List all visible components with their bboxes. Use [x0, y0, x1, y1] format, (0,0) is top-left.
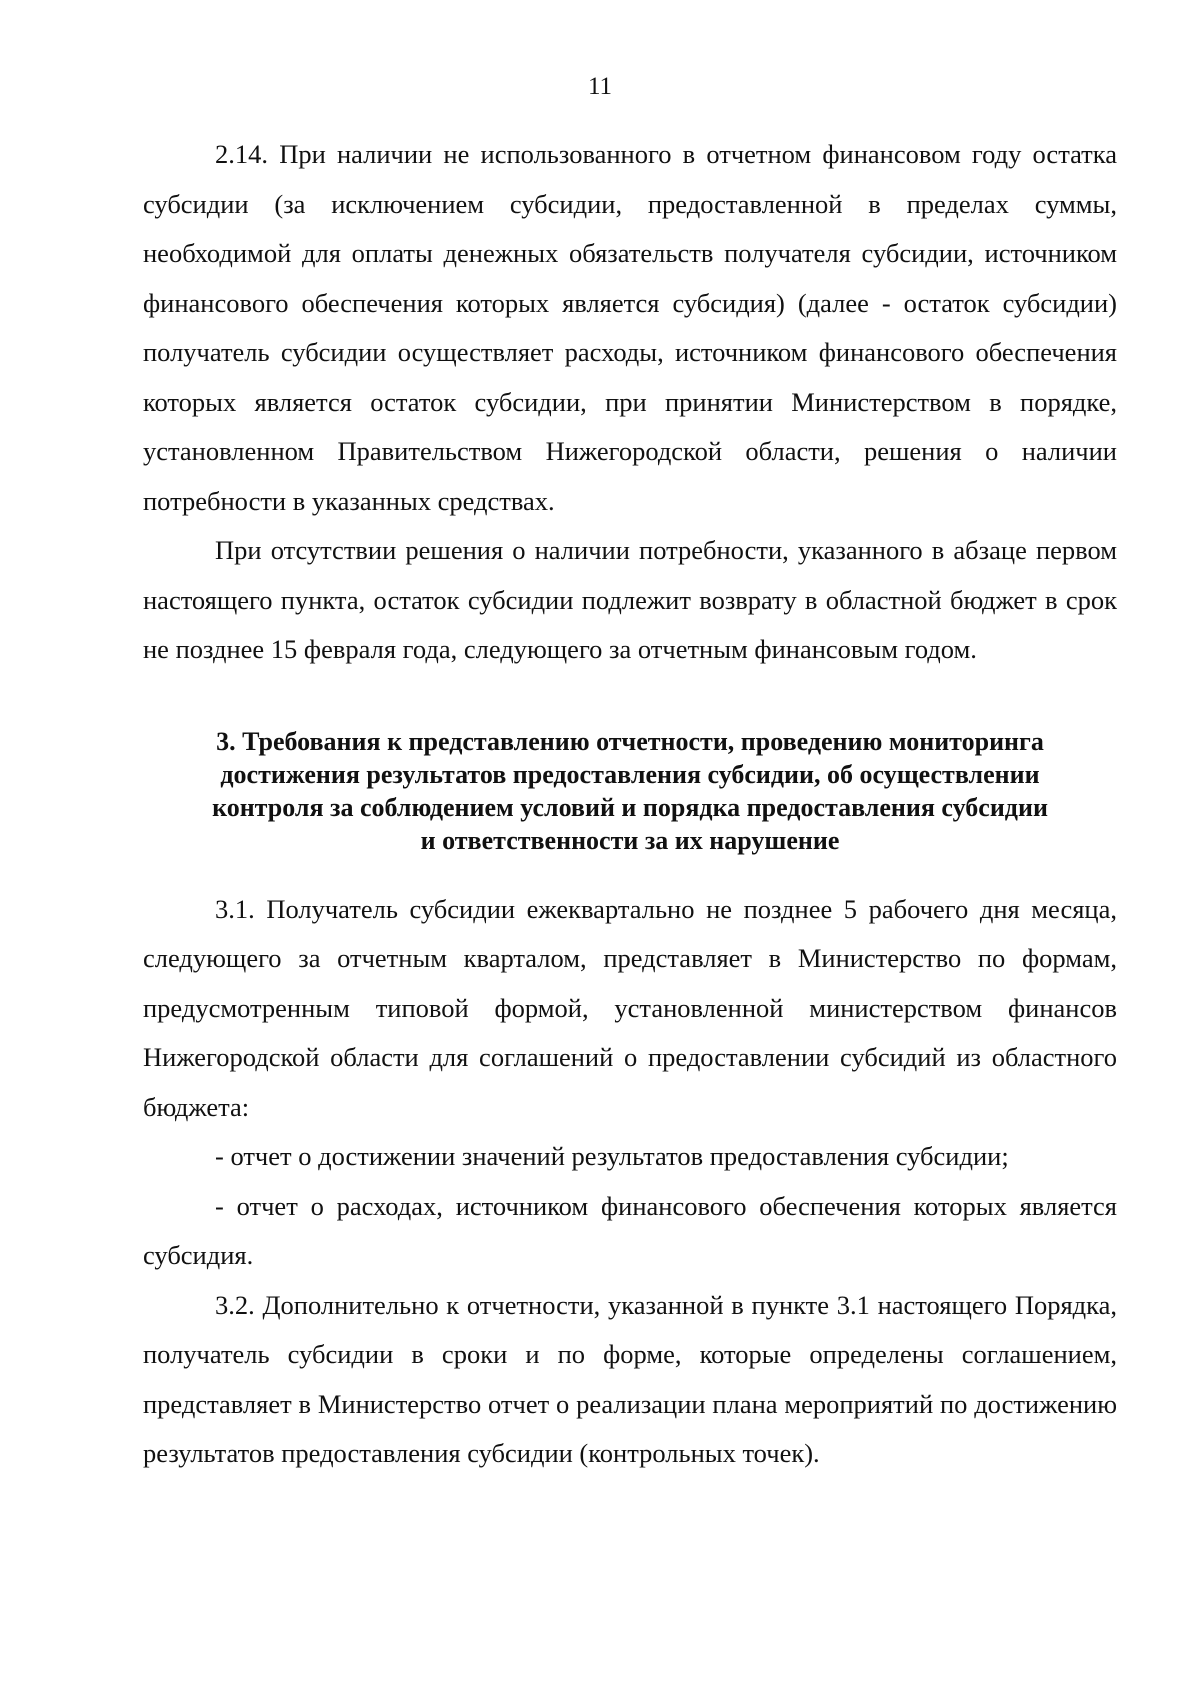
paragraph-3-1: 3.1. Получатель субсидии ежеквартально не позднее 5 рабочего дня месяца, следующего за отчетным кварталом, представляет в Министерство по формам, предусмотренным типовой формой, установленной министерством финансов Нижегородской области для соглашений о предоставлении субсидий из областного бюджета: — [143, 893, 1117, 1122]
list-item-report-results: - отчет о достижении значений результатов предоставления субсидии; — [215, 1141, 1009, 1171]
section-3-heading — [143, 725, 1117, 857]
heading-spacer — [143, 857, 1117, 885]
page-number: 11 — [587, 73, 613, 100]
paragraph-2-14: 2.14. При наличии не использованного в отчетном финансовом году остатка субсидии (за исключением субсидии, предоставленной в пределах суммы, необходимой для оплаты денежных обязательств получателя субсидии, источником финансового обеспечения которых является субсидия) (далее - остаток субсидии) получатель субсидии осуществляет расходы, источником финансового обеспечения которых является остаток субсидии, при принятии Министерством в порядке, установленном Правительством Нижегородской области, решения о наличии потребности в указанных средствах. — [143, 139, 1117, 516]
paragraph-3-2: 3.2. Дополнительно к отчетности, указанной в пункте 3.1 настоящего Порядка, получатель субсидии в сроки и по форме, которые определены соглашением, представляет в Министерство отчет о реализации плана мероприятий по достижению результатов предоставления субсидии (контрольных точек). — [143, 1289, 1117, 1468]
section-heading-line: и ответственности за их нарушение — [420, 825, 840, 855]
paragraph-2-14-second: При отсутствии решения о наличии потребности, указанного в абзаце первом настоящего пункта, остаток субсидии подлежит возврату в областной бюджет в срок не позднее 15 февраля года, следующего за отчетным финансовым годом. — [143, 535, 1117, 664]
document-body — [143, 130, 1117, 1479]
section-heading-line: достижения результатов предоставления субсидии, об осуществлении — [220, 759, 1040, 789]
list-item-report-expenses: - отчет о расходах, источником финансового обеспечения которых является субсидия. — [143, 1190, 1117, 1270]
section-heading-line: контроля за соблюдением условий и порядка предоставления субсидии — [212, 792, 1048, 822]
section-heading-line: 3. Требования к представлению отчетности, проведению мониторинга — [216, 726, 1044, 756]
